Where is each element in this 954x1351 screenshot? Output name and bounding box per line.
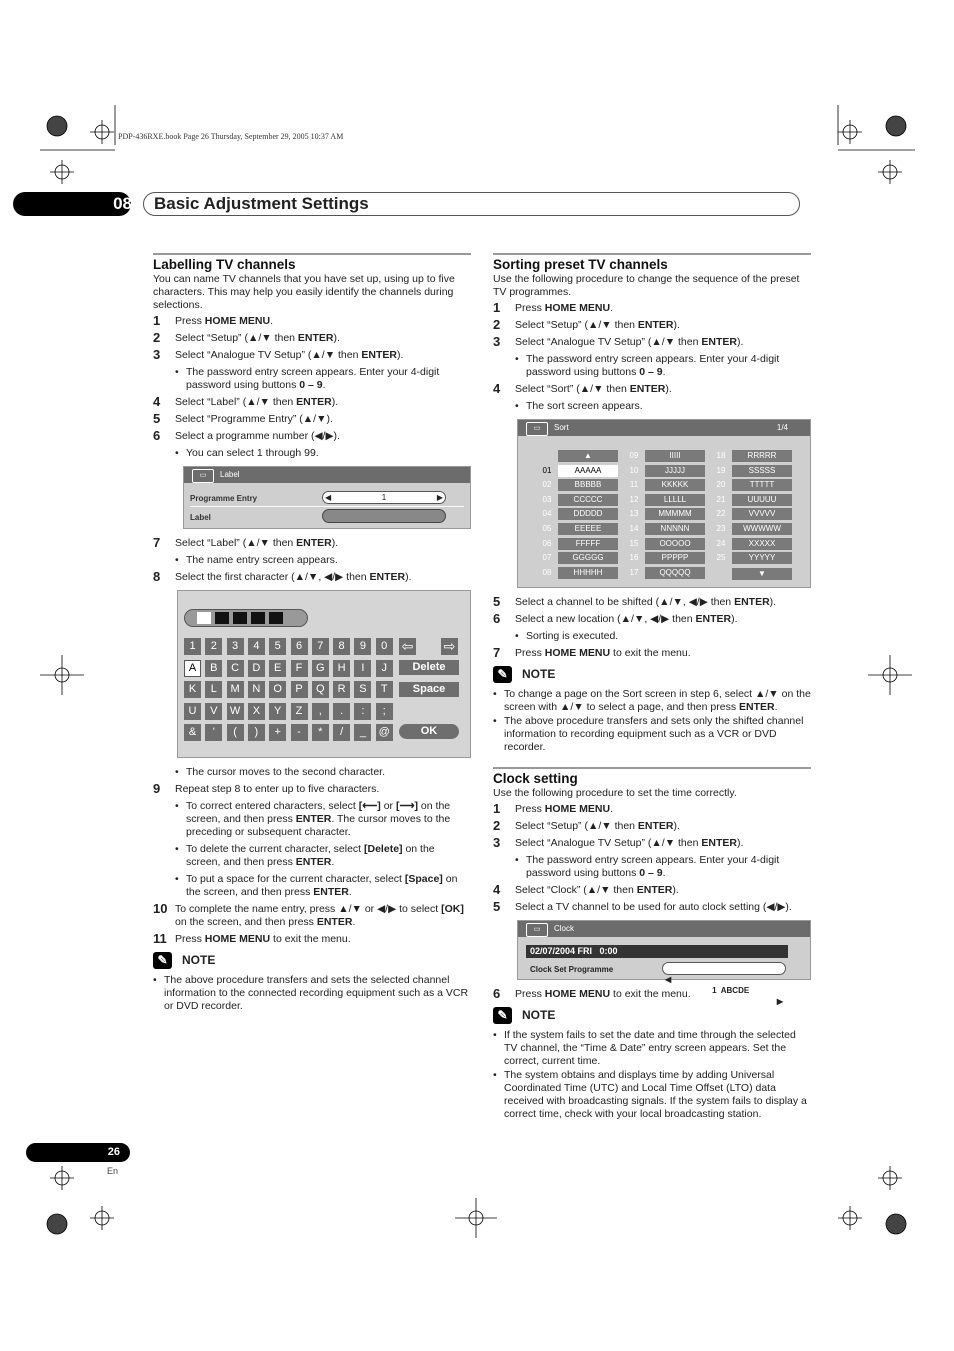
step-6: 6 Select a new location (▲/▼, ◀/▶ then ENTER). [493, 611, 738, 626]
space-button[interactable]: Space [399, 682, 459, 697]
chapter-title: Basic Adjustment Settings [154, 194, 369, 213]
note-item: • To change a page on the Sort screen in step 6, select ▲/▼ on the screen with ▲/▼ to select a page, and then press ENTER. [493, 688, 811, 714]
sort-slot-number: 16 [629, 553, 639, 563]
label-screen-titlebar: ▭ Label [184, 467, 470, 483]
section-heading: Labelling TV channels [153, 257, 296, 272]
keyboard-key[interactable]: * [312, 724, 329, 741]
label-row-label: Label [190, 513, 211, 522]
keyboard-key[interactable]: 9 [354, 638, 371, 655]
step-2: 2 Select “Setup” (▲/▼ then ENTER). [153, 330, 340, 345]
step-7: 7 Select “Label” (▲/▼ then ENTER). [153, 535, 339, 550]
step-2: 2 Select “Setup” (▲/▼ then ENTER). [493, 317, 680, 332]
name-slot[interactable] [233, 612, 247, 624]
step-1: 1 Press HOME MENU. [493, 300, 614, 315]
cursor-left-button[interactable]: ⇦ [399, 638, 416, 655]
keyboard-key[interactable]: 4 [248, 638, 265, 655]
sort-slot-number: 12 [629, 494, 639, 504]
menu-icon: ▭ [526, 923, 548, 937]
section-heading: Sorting preset TV channels [493, 257, 668, 272]
keyboard-key[interactable]: ) [248, 724, 265, 741]
sort-channel-cell[interactable]: NNNNN [645, 523, 705, 535]
keyboard-key[interactable]: I [354, 660, 371, 677]
keyboard-key[interactable]: 0 [376, 638, 393, 655]
sorting-section [493, 253, 811, 1122]
keyboard-key[interactable]: J [376, 660, 393, 677]
note-heading: ✎ NOTE [493, 1007, 811, 1024]
sort-slot-number: 21 [716, 494, 726, 504]
step-11: 11 Press HOME MENU to exit the menu. [153, 931, 351, 946]
keyboard-key[interactable]: P [291, 681, 308, 698]
clock-step-5: 5 Select a TV channel to be used for auto clock setting (◀/▶). [493, 899, 792, 914]
keyboard-key[interactable]: H [333, 660, 350, 677]
keyboard-key[interactable]: ' [205, 724, 222, 741]
sort-slot-number: 14 [629, 524, 639, 533]
step-3-bullet: • The password entry screen appears. Enter your 4-digit password using buttons 0 – 9. [493, 353, 811, 379]
sort-slot-number: 23 [716, 524, 726, 533]
sort-slot-number: 20 [716, 480, 726, 490]
keyboard-key[interactable]: : [354, 703, 371, 720]
keyboard-key[interactable]: , [312, 703, 329, 720]
clock-set-programme-field[interactable]: ◀ 1 ABCDE ▶ [662, 962, 786, 975]
step-4: 4 Select “Label” (▲/▼ then ENTER). [153, 394, 339, 409]
step-7-bullet: • The name entry screen appears. [153, 554, 471, 567]
sort-channel-cell[interactable]: GGGGG [558, 552, 618, 564]
label-field[interactable] [322, 509, 446, 523]
sort-channel-cell[interactable]: EEEEE [558, 523, 618, 535]
note-item: • The above procedure transfers and sets the selected channel information to the connected recording equipment such as a VCR or DVD recorder. [153, 974, 471, 1013]
name-slots [184, 609, 308, 627]
left-arrow-icon: ◀ [325, 493, 332, 502]
keyboard-key[interactable]: / [333, 724, 350, 741]
intro: Use the following procedure to change the sequence of the preset TV programmes. [493, 273, 800, 298]
sort-slot-number: 07 [542, 553, 552, 563]
sort-slot-number: 02 [542, 480, 552, 490]
clock-step-1: 1 Press HOME MENU. [493, 801, 614, 816]
note-item: • The above procedure transfers and sets only the shifted channel information to recording equipment such as a VCR or DVD recorder. [493, 715, 811, 754]
step-3: 3 Select “Analogue TV Setup” (▲/▼ then ENTER). [153, 347, 404, 362]
step-4-bullet: • The sort screen appears. [493, 400, 811, 413]
sort-slot-number: 22 [716, 509, 726, 519]
sort-screen-titlebar: ▭ Sort 1/4 [518, 420, 810, 436]
name-slot[interactable] [215, 612, 229, 624]
keyboard-key[interactable]: - [291, 724, 308, 741]
sort-channel-cell[interactable]: MMMMM [645, 508, 705, 520]
clock-datetime: 02/07/2004 FRI 0:00 [526, 945, 788, 958]
sort-channel-cell[interactable]: VVVVV [732, 508, 792, 520]
sort-channel-cell[interactable]: DDDDD [558, 508, 618, 520]
keyboard-key[interactable]: N [248, 681, 265, 698]
keyboard-key[interactable]: X [248, 703, 265, 720]
step-4: 4 Select “Sort” (▲/▼ then ENTER). [493, 381, 672, 396]
step-1: 1 Press HOME MENU. [153, 313, 274, 328]
sort-slot-number: 25 [716, 553, 726, 563]
note-heading: ✎ NOTE [493, 666, 811, 683]
sort-slot-number: 19 [716, 465, 726, 475]
keyboard-key[interactable]: O [269, 681, 286, 698]
keyboard-key[interactable]: 1 [184, 638, 201, 655]
file-info: PDP-436RXE.book Page 26 Thursday, September 29, 2005 10:37 AM [118, 132, 344, 141]
sort-channel-cell[interactable]: FFFFF [558, 538, 618, 550]
right-arrow-icon: ▶ [436, 493, 443, 502]
clock-step-2: 2 Select “Setup” (▲/▼ then ENTER). [493, 818, 680, 833]
keyboard-key[interactable]: 6 [291, 638, 308, 655]
sort-channel-cell[interactable]: JJJJJ [645, 465, 705, 477]
sort-slot-number: 10 [629, 465, 639, 475]
sort-channel-cell[interactable]: SSSSS [732, 465, 792, 477]
menu-icon: ▭ [526, 422, 548, 436]
keyboard-key[interactable]: Q [312, 681, 329, 698]
keyboard-key[interactable]: & [184, 724, 201, 741]
section-rule [493, 767, 811, 769]
name-slot-active[interactable] [197, 612, 211, 624]
step-9-bullet-1: • To correct entered characters, select [⟵] or [⟶] on the screen, and then press ENTER. The cursor moves to the preceding or subsequent character. [153, 800, 471, 839]
keyboard-key[interactable]: S [354, 681, 371, 698]
sort-slot-number: 11 [629, 480, 639, 490]
menu-icon: ▭ [192, 469, 214, 483]
keyboard-key[interactable]: F [291, 660, 308, 677]
labelling-section [153, 253, 471, 1014]
step-6: 6 Select a programme number (◀/▶). [153, 428, 340, 443]
section-rule [153, 253, 471, 255]
keyboard-key[interactable]: D [248, 660, 265, 677]
clock-step-6: 6 Press HOME MENU to exit the menu. [493, 986, 691, 1001]
ok-button[interactable]: OK [399, 724, 459, 739]
clock-step-4: 4 Select “Clock” (▲/▼ then ENTER). [493, 882, 679, 897]
note-item: • The system obtains and displays time by adding Universal Coordinated Time (UTC) and Local Time Offset (LTO) data received with broadcasting signals. If the system fails to display a correct time, check with your local broadcasting station. [493, 1069, 811, 1121]
sort-channel-cell[interactable]: TTTTT [732, 479, 792, 491]
sort-slot-number: 13 [629, 509, 639, 519]
sort-channel-cell[interactable]: XXXXX [732, 538, 792, 550]
keyboard-key[interactable]: C [227, 660, 244, 677]
sort-channel-cell[interactable]: HHHHH [558, 567, 618, 579]
sort-page-indicator: 1/4 [776, 423, 788, 432]
step-5: 5 Select a channel to be shifted (▲/▼, ◀/▶ then ENTER). [493, 594, 777, 609]
keyboard-key[interactable]: A [184, 660, 201, 677]
sort-slot-number: 15 [629, 538, 639, 548]
sort-screen [517, 419, 811, 588]
right-arrow-icon: ▶ [776, 997, 783, 1006]
sort-slot-number: 09 [629, 451, 639, 460]
pencil-icon: ✎ [493, 1007, 512, 1024]
keyboard-key[interactable]: L [205, 681, 222, 698]
note-heading: ✎ NOTE [153, 952, 471, 969]
sort-channel-cell[interactable]: RRRRR [732, 450, 792, 462]
sort-channel-cell[interactable]: QQQQQ [645, 567, 705, 579]
name-entry-screen [177, 590, 471, 758]
note-item: • If the system fails to set the date and time through the selected TV channel, the “Time & Date” entry screen appears. Set the correct, current time. [493, 1029, 811, 1068]
sort-slot-number: 05 [542, 524, 552, 533]
clock-set-programme-label: Clock Set Programme [530, 965, 614, 974]
delete-button[interactable]: Delete [399, 660, 459, 675]
sort-slot-number: 08 [542, 567, 552, 577]
left-arrow-icon: ◀ [665, 975, 672, 984]
sort-page-down-button[interactable]: ▼ [732, 568, 792, 580]
keyboard-key[interactable]: V [205, 703, 222, 720]
step-9-bullet-2: • To delete the current character, select [Delete] on the screen, and then press ENTER. [153, 843, 471, 869]
keyboard-key[interactable]: ; [376, 703, 393, 720]
keyboard-key[interactable]: M [227, 681, 244, 698]
step-8: 8 Select the first character (▲/▼, ◀/▶ then ENTER). [153, 569, 412, 584]
pencil-icon: ✎ [153, 952, 172, 969]
section-rule [493, 253, 811, 255]
sort-page-up-button[interactable]: ▲ [558, 450, 618, 462]
label-screen [183, 466, 471, 529]
step-8-bullet: • The cursor moves to the second character. [153, 766, 471, 779]
sort-slot-number: 01 [542, 465, 552, 475]
keyboard-key[interactable]: U [184, 703, 201, 720]
sort-channel-cell[interactable]: PPPPP [645, 552, 705, 564]
row-divider [190, 506, 464, 507]
keyboard-key[interactable]: R [333, 681, 350, 698]
sort-channel-cell[interactable]: BBBBB [558, 479, 618, 491]
keyboard-key[interactable]: E [269, 660, 286, 677]
keyboard-key[interactable]: @ [376, 724, 393, 741]
pencil-icon: ✎ [493, 666, 512, 683]
clock-screen-titlebar: ▭ Clock [518, 921, 810, 937]
sort-slot-number: 24 [716, 538, 726, 548]
sort-channel-cell[interactable]: YYYYY [732, 552, 792, 564]
keyboard-key[interactable]: 8 [333, 638, 350, 655]
step-6-bullet: • Sorting is executed. [493, 630, 811, 643]
name-slot[interactable] [269, 612, 283, 624]
sort-slot-number: 17 [629, 567, 639, 577]
keyboard-key[interactable]: W [227, 703, 244, 720]
clock-step-3-bullet: • The password entry screen appears. Enter your 4-digit password using buttons 0 – 9. [493, 854, 811, 880]
step-7: 7 Press HOME MENU to exit the menu. [493, 645, 691, 660]
keyboard-key[interactable]: ( [227, 724, 244, 741]
step-3: 3 Select “Analogue TV Setup” (▲/▼ then ENTER). [493, 334, 744, 349]
sort-channel-cell[interactable]: KKKKK [645, 479, 705, 491]
clock-heading: Clock setting [493, 771, 578, 786]
name-slot[interactable] [251, 612, 265, 624]
sort-channel-cell[interactable]: WWWWW [732, 523, 792, 535]
keyboard-key[interactable]: Z [291, 703, 308, 720]
page-number: 26 [107, 1146, 120, 1158]
keyboard-key[interactable]: G [312, 660, 329, 677]
page-language: En [107, 1166, 119, 1176]
keyboard-key[interactable]: 2 [205, 638, 222, 655]
keyboard-key[interactable]: K [184, 681, 201, 698]
programme-entry-field[interactable]: ◀ 1 ▶ [322, 491, 446, 504]
keyboard-key[interactable]: . [333, 703, 350, 720]
keyboard-key[interactable]: T [376, 681, 393, 698]
keyboard-key[interactable]: + [269, 724, 286, 741]
chapter-number: 08 [113, 194, 132, 213]
sort-slot-number: 03 [542, 494, 552, 504]
programme-entry-label: Programme Entry [190, 494, 258, 503]
step-5: 5 Select “Programme Entry” (▲/▼). [153, 411, 333, 426]
sort-channel-cell[interactable]: LLLLL [645, 494, 705, 506]
clock-intro: Use the following procedure to set the time correctly. [493, 787, 737, 799]
clock-step-3: 3 Select “Analogue TV Setup” (▲/▼ then ENTER). [493, 835, 744, 850]
sort-slot-number: 06 [542, 538, 552, 548]
sort-channel-cell[interactable]: OOOOO [645, 538, 705, 550]
step-9-bullet-3: • To put a space for the current character, select [Space] on the screen, and then press ENTER. [153, 873, 471, 899]
sort-channel-cell[interactable]: IIIII [645, 450, 705, 462]
sort-slot-number: 18 [716, 451, 726, 460]
step-10: 10 To complete the name entry, press ▲/▼ or ◀/▶ to select [OK] on the screen, and then press ENTER. [153, 901, 464, 928]
sort-channel-cell[interactable]: CCCCC [558, 494, 618, 506]
step-9: 9 Repeat step 8 to enter up to five characters. [153, 781, 380, 796]
keyboard-key[interactable]: B [205, 660, 222, 677]
keyboard-key[interactable]: 5 [269, 638, 286, 655]
sort-channel-cell[interactable]: AAAAA [558, 465, 618, 477]
intro: You can name TV channels that you have set up, using up to five characters. This may help you easily identify the channels during selections. [153, 273, 455, 311]
step-6-bullet: • You can select 1 through 99. [153, 447, 471, 460]
keyboard-key[interactable]: _ [354, 724, 371, 741]
sort-channel-cell[interactable]: UUUUU [732, 494, 792, 506]
keyboard-key[interactable]: 3 [227, 638, 244, 655]
cursor-right-button[interactable]: ⇨ [441, 638, 458, 655]
keyboard-key[interactable]: Y [269, 703, 286, 720]
step-3-bullet: • The password entry screen appears. Enter your 4-digit password using buttons 0 – 9. [153, 366, 471, 392]
keyboard-key[interactable]: 7 [312, 638, 329, 655]
sort-slot-number: 04 [542, 509, 552, 519]
